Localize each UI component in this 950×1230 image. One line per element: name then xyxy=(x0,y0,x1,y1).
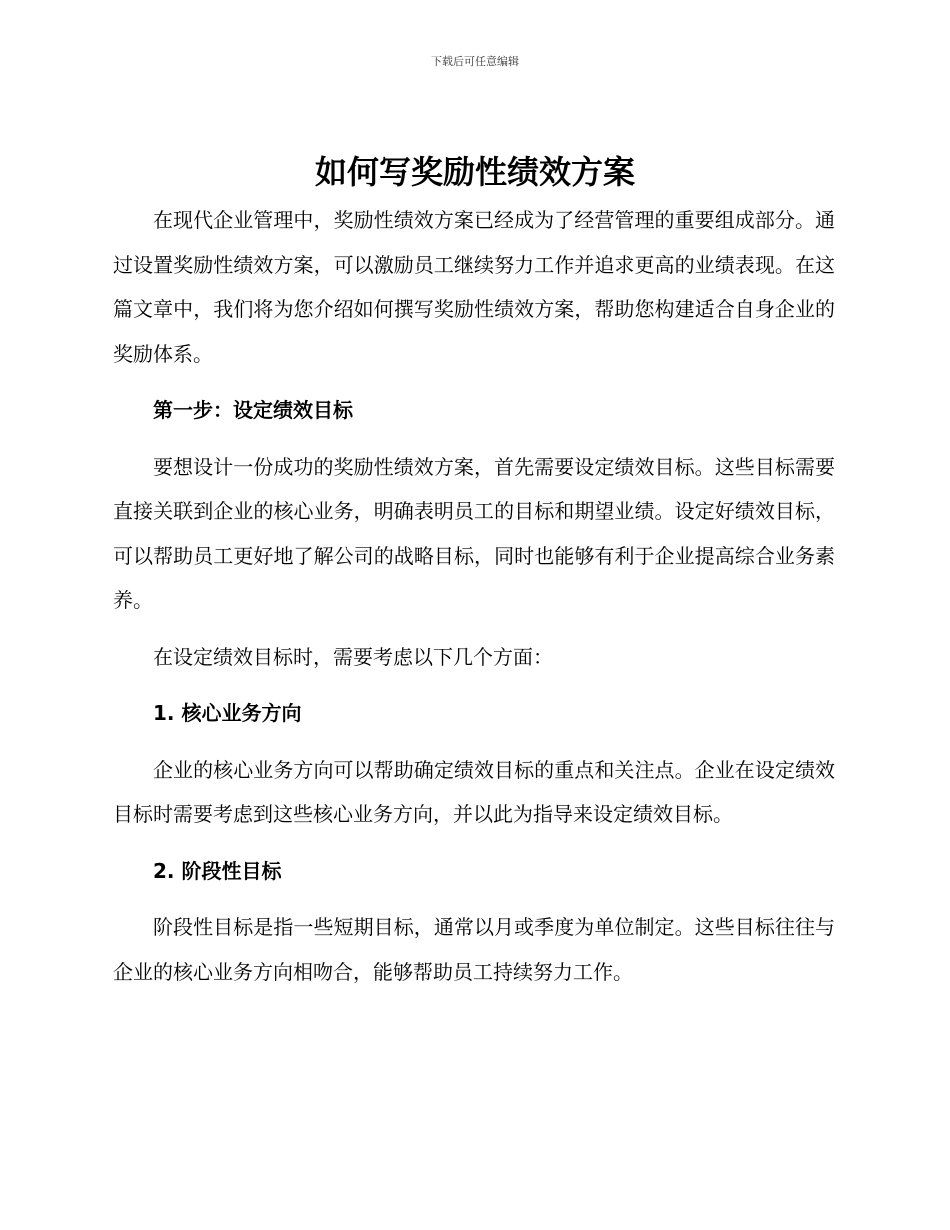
point2-paragraph: 阶段性目标是指一些短期目标，通常以月或季度为单位制定。这些目标往往与企业的核心业务方向相吻合，能够帮助员工持续努力工作。 xyxy=(113,915,835,984)
document-title: 如何写奖励性绩效方案 xyxy=(314,153,635,191)
header-note: 下载后可任意编辑 xyxy=(431,55,519,68)
spacer xyxy=(113,376,835,388)
step1-considerations: 在设定绩效目标时，需要考虑以下几个方面： xyxy=(153,644,553,669)
spacer xyxy=(113,623,835,635)
step1-heading: 第一步：设定绩效目标 xyxy=(153,398,353,422)
point2-heading: 2. 阶段性目标 xyxy=(153,858,282,883)
step1-paragraph: 要想设计一份成功的奖励性绩效方案，首先需要设定绩效目标。这些目标需要直接关联到企业的核心业务，明确表明员工的目标和期望业绩。设定好绩效目标，可以帮助员工更好地了解公司的战略目标，同时也能够有利于企业提高综合业务素养。 xyxy=(113,454,835,612)
spacer xyxy=(113,837,835,849)
point1-paragraph: 企业的核心业务方向可以帮助确定绩效目标的重点和关注点。企业在设定绩效目标时需要考虑到这些核心业务方向，并以此为指导来设定绩效目标。 xyxy=(113,757,835,826)
point1-heading: 1. 核心业务方向 xyxy=(153,701,302,725)
intro-paragraph: 在现代企业管理中，奖励性绩效方案已经成为了经营管理的重要组成部分。通过设置奖励性绩效方案，可以激励员工继续努力工作并追求更高的业绩表现。在这篇文章中，我们将为您介绍如何撰写奖励性绩效方案，帮助您构建适合自身企业的奖励体系。 xyxy=(113,208,835,366)
spacer xyxy=(113,433,835,445)
spacer xyxy=(113,736,835,748)
document-body xyxy=(113,198,835,994)
spacer xyxy=(113,893,835,905)
spacer xyxy=(113,679,835,691)
